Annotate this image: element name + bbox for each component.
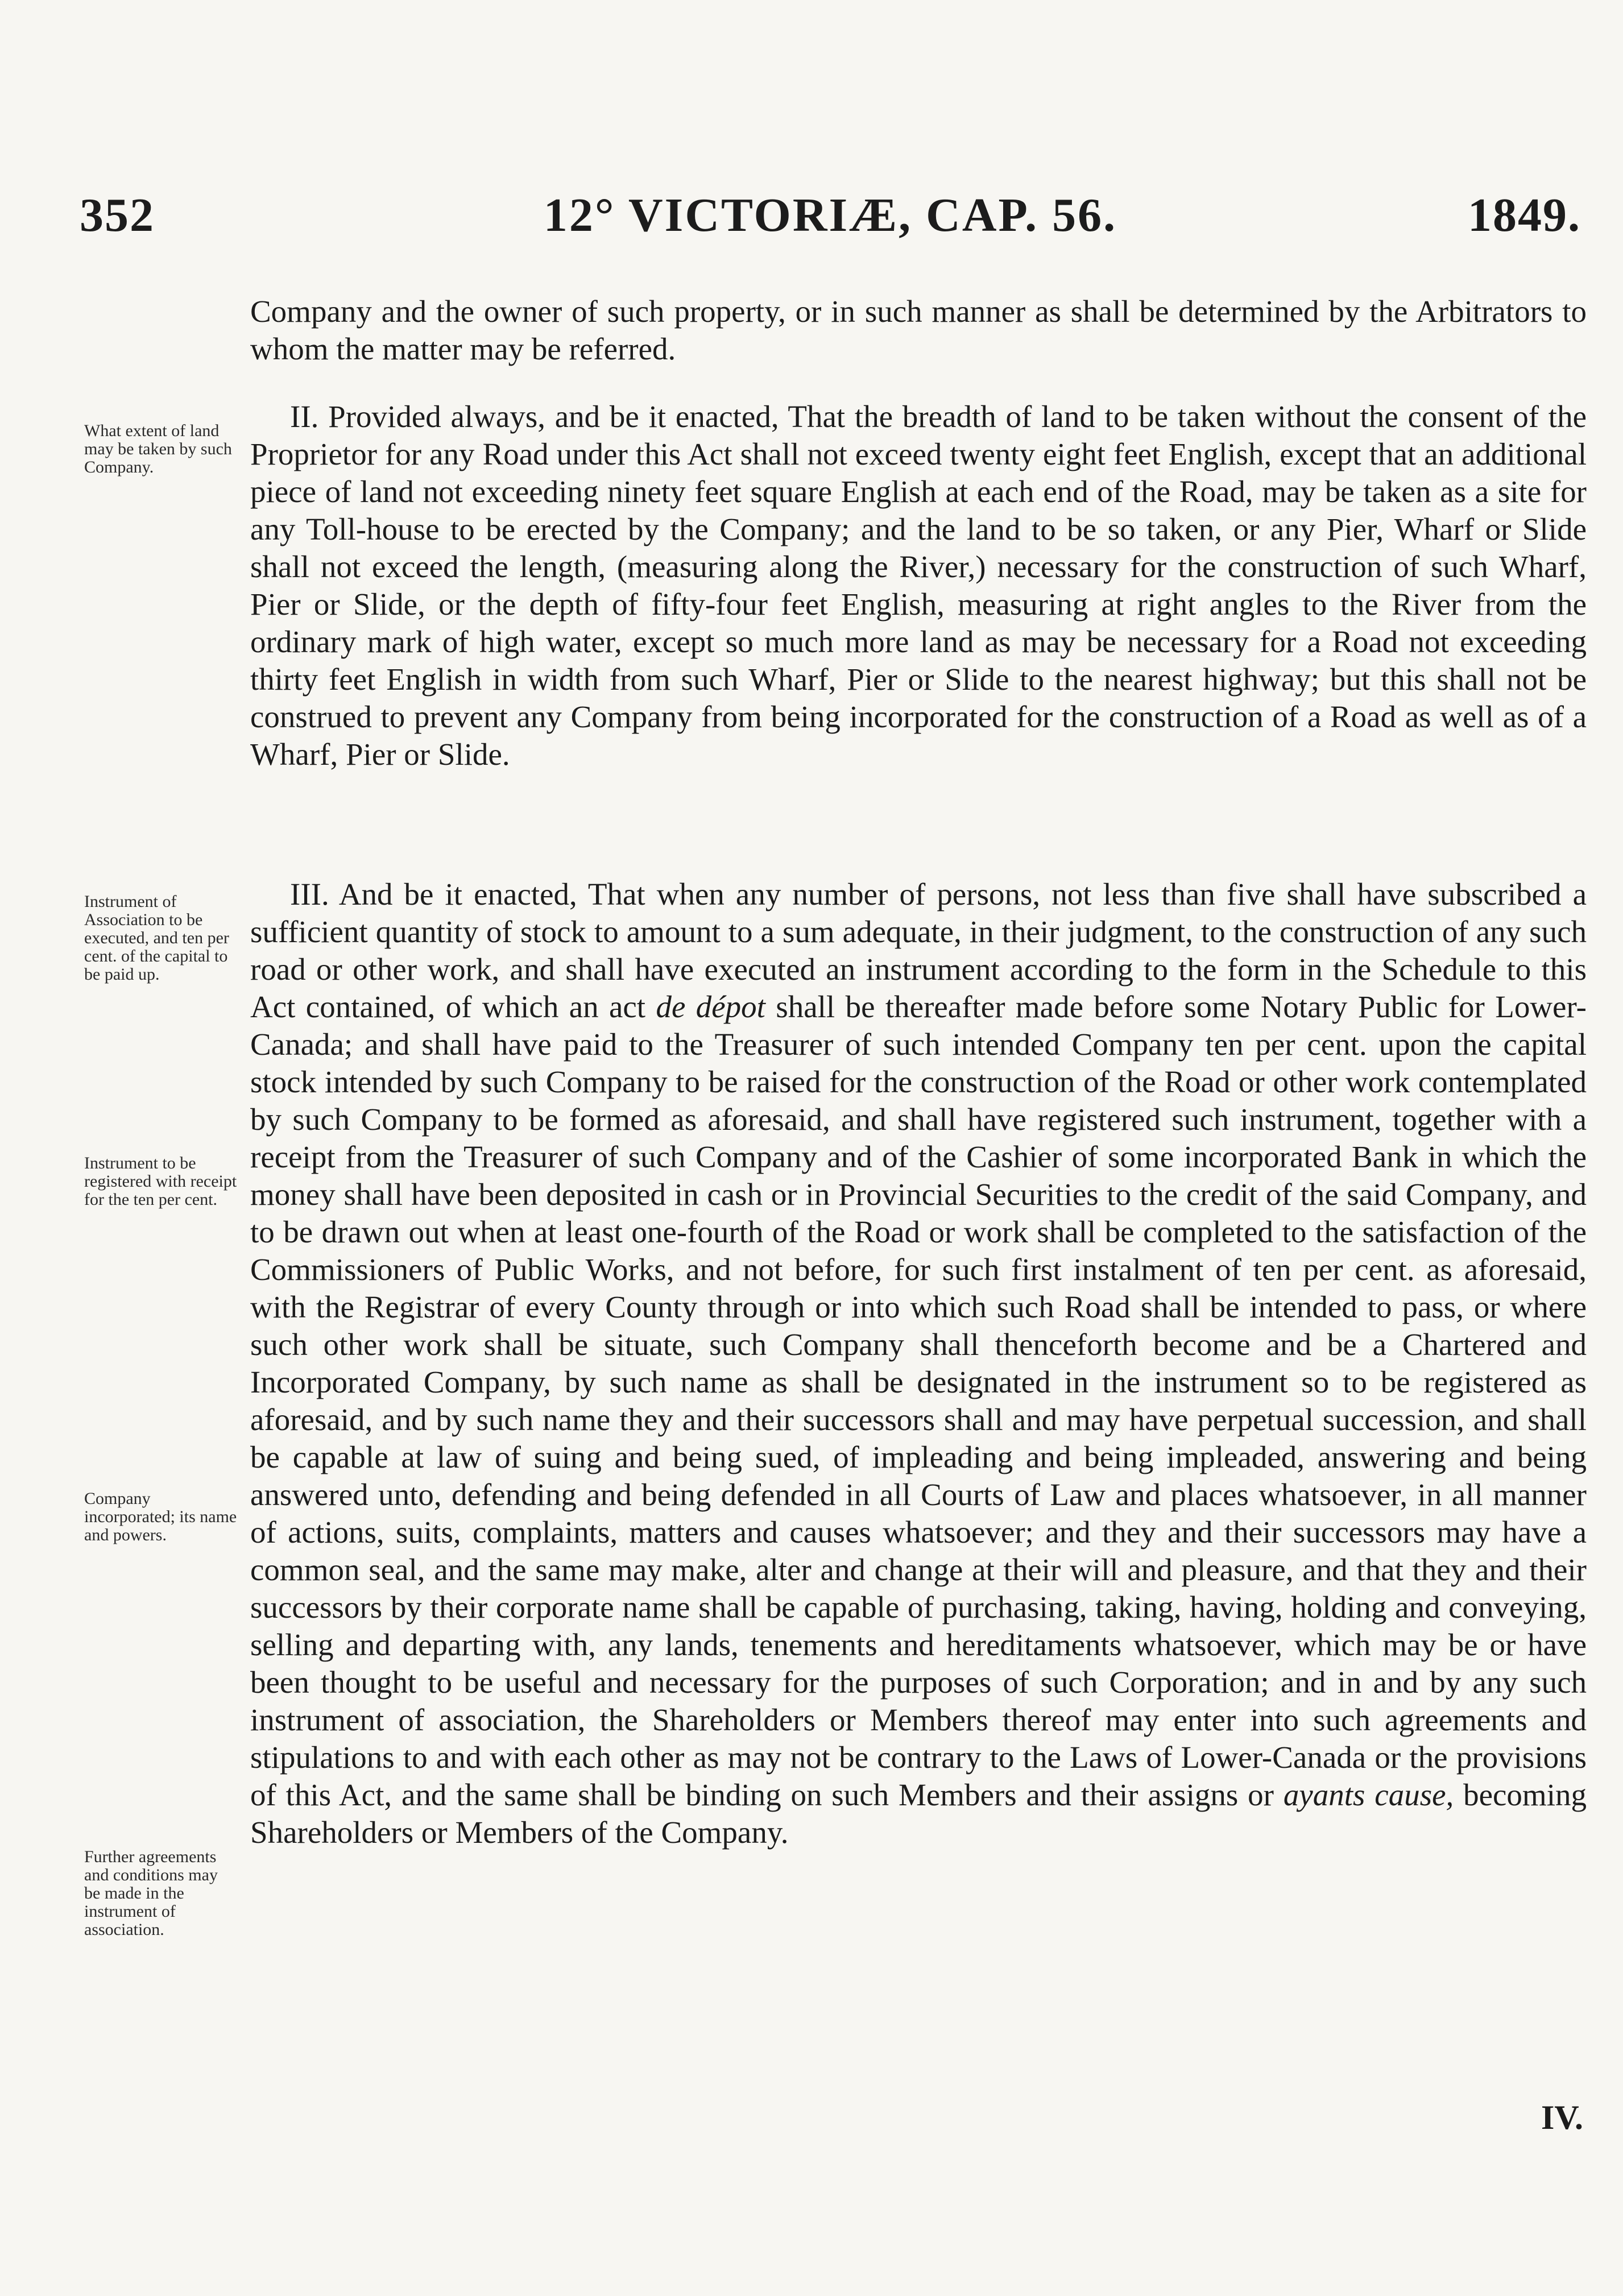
header-year: 1849. xyxy=(1468,189,1581,242)
section-iii-italic-de-depot: de dépot xyxy=(656,989,765,1024)
margin-note-land-extent: What extent of land may be taken by such Company. xyxy=(84,421,232,476)
catchword: IV. xyxy=(1541,2099,1583,2136)
continuation-paragraph xyxy=(250,293,1587,368)
running-title: 12° VICTORIÆ, CAP. 56. xyxy=(543,189,1117,242)
section-ii-text: II. Provided always, and be it enacted, That the breadth of land to be taken without the consent of the Proprietor for any Road under this Act shall not exceed twenty eight feet English, except that an additional piece of land not exceeding ninety feet square English at each end of the Road, may be taken as a site for any Toll-house to be erected by the Company; and the land to be so taken, or any Pier, Wharf or Slide shall not exceed the length, (measuring along the River,) necessary for the construction of such Wharf, Pier or Slide, or the depth of fifty-four feet English, measuring at right angles to the River from the ordinary mark of high water, except so much more land as may be necessary for a Road not exceeding thirty feet English in width from such Wharf, Pier or Slide to the nearest highway; but this shall not be construed to prevent any Company from being incorporated for the construction of a Road as well as of a Wharf, Pier or Slide. xyxy=(250,399,1587,772)
section-iii-italic-ayants-cause: ayants cause, xyxy=(1283,1777,1454,1812)
section-iii-part-a: III. And be it enacted, That when any number of persons, not less than five shall have subscribed a sufficient quantity of stock to amount to a sum adequate, in their judgment, to the construction of any such road or other work, and shall have executed an instrument according to the form in the Schedule to this Act contained, of which an act xyxy=(250,877,1587,1024)
section-iii-part-b: shall be thereafter made before some Notary Public for Lower-Canada; and shall have paid to the Treasurer of such intended Company ten per cent. upon the capital stock intended by such Company to be raised for the construction of the Road or other work contemplated by such Company to be formed as aforesaid, and shall have registered such instrument, together with a receipt from the Treasurer of such Company and of the Cashier of some incorporated Bank in which the money shall have been deposited in cash or in Provincial Securities to the credit of the said Company, and to be drawn out when at least one-fourth of the Road or work shall be completed to the satisfaction of the Commissioners of Public Works, and not before, for such first instalment of ten per cent. as aforesaid, with the Registrar of every County through or into which such Road shall be intended to pass, or where such other work shall be situate, such Company shall thenceforth become and be a Chartered and Incorporated Company, by such name as shall be designated in the instrument so to be registered as aforesaid, and by such name they and their successors shall and may have perpetual succession, and shall be capable at law of suing and being sued, of impleading and being impleaded, answering and being answered unto, defending and being defended in all Courts of Law and places whatsoever, in all manner of actions, suits, complaints, matters and causes whatsoever; and they and their successors may have a common seal, and the same may make, alter and change at their will and pleasure, and that they and their successors by their corporate name shall be capable of purchasing, taking, having, holding and conveying, selling and departing with, any lands, tenements and hereditaments whatsoever, which may be or have been thought to be useful and necessary for the purposes of such Corporation; and in and by any such instrument of association, the Shareholders or Members thereof may enter into such agreements and stipulations to and with each other as may not be contrary to the Laws of Lower-Canada or the provisions of this Act, and the same shall be binding on such Members and their assigns or xyxy=(250,989,1587,1812)
continuation-text: Company and the owner of such property, or in such manner as shall be determined by the Arbitrators to whom the matter may be referred. xyxy=(250,294,1587,366)
margin-note-further-agreements: Further agreements and conditions may be made in the instrument of association. xyxy=(84,1847,218,1939)
section-iii-part-c: becoming Shareholders or Members of the Company. xyxy=(250,1777,1587,1850)
section-iii xyxy=(250,876,1587,1851)
section-ii xyxy=(250,398,1587,773)
margin-note-instrument-registered: Instrument to be registered with receipt for the ten per cent. xyxy=(84,1154,237,1209)
margin-note-company-incorporated: Company incorporated; its name and powers. xyxy=(84,1489,237,1544)
page-header xyxy=(80,188,1581,262)
section-iii-text xyxy=(250,876,1587,1851)
margin-note-instrument-association: Instrument of Association to be executed, and ten per cent. of the capital to be paid up. xyxy=(84,892,229,984)
page-number: 352 xyxy=(80,189,155,242)
